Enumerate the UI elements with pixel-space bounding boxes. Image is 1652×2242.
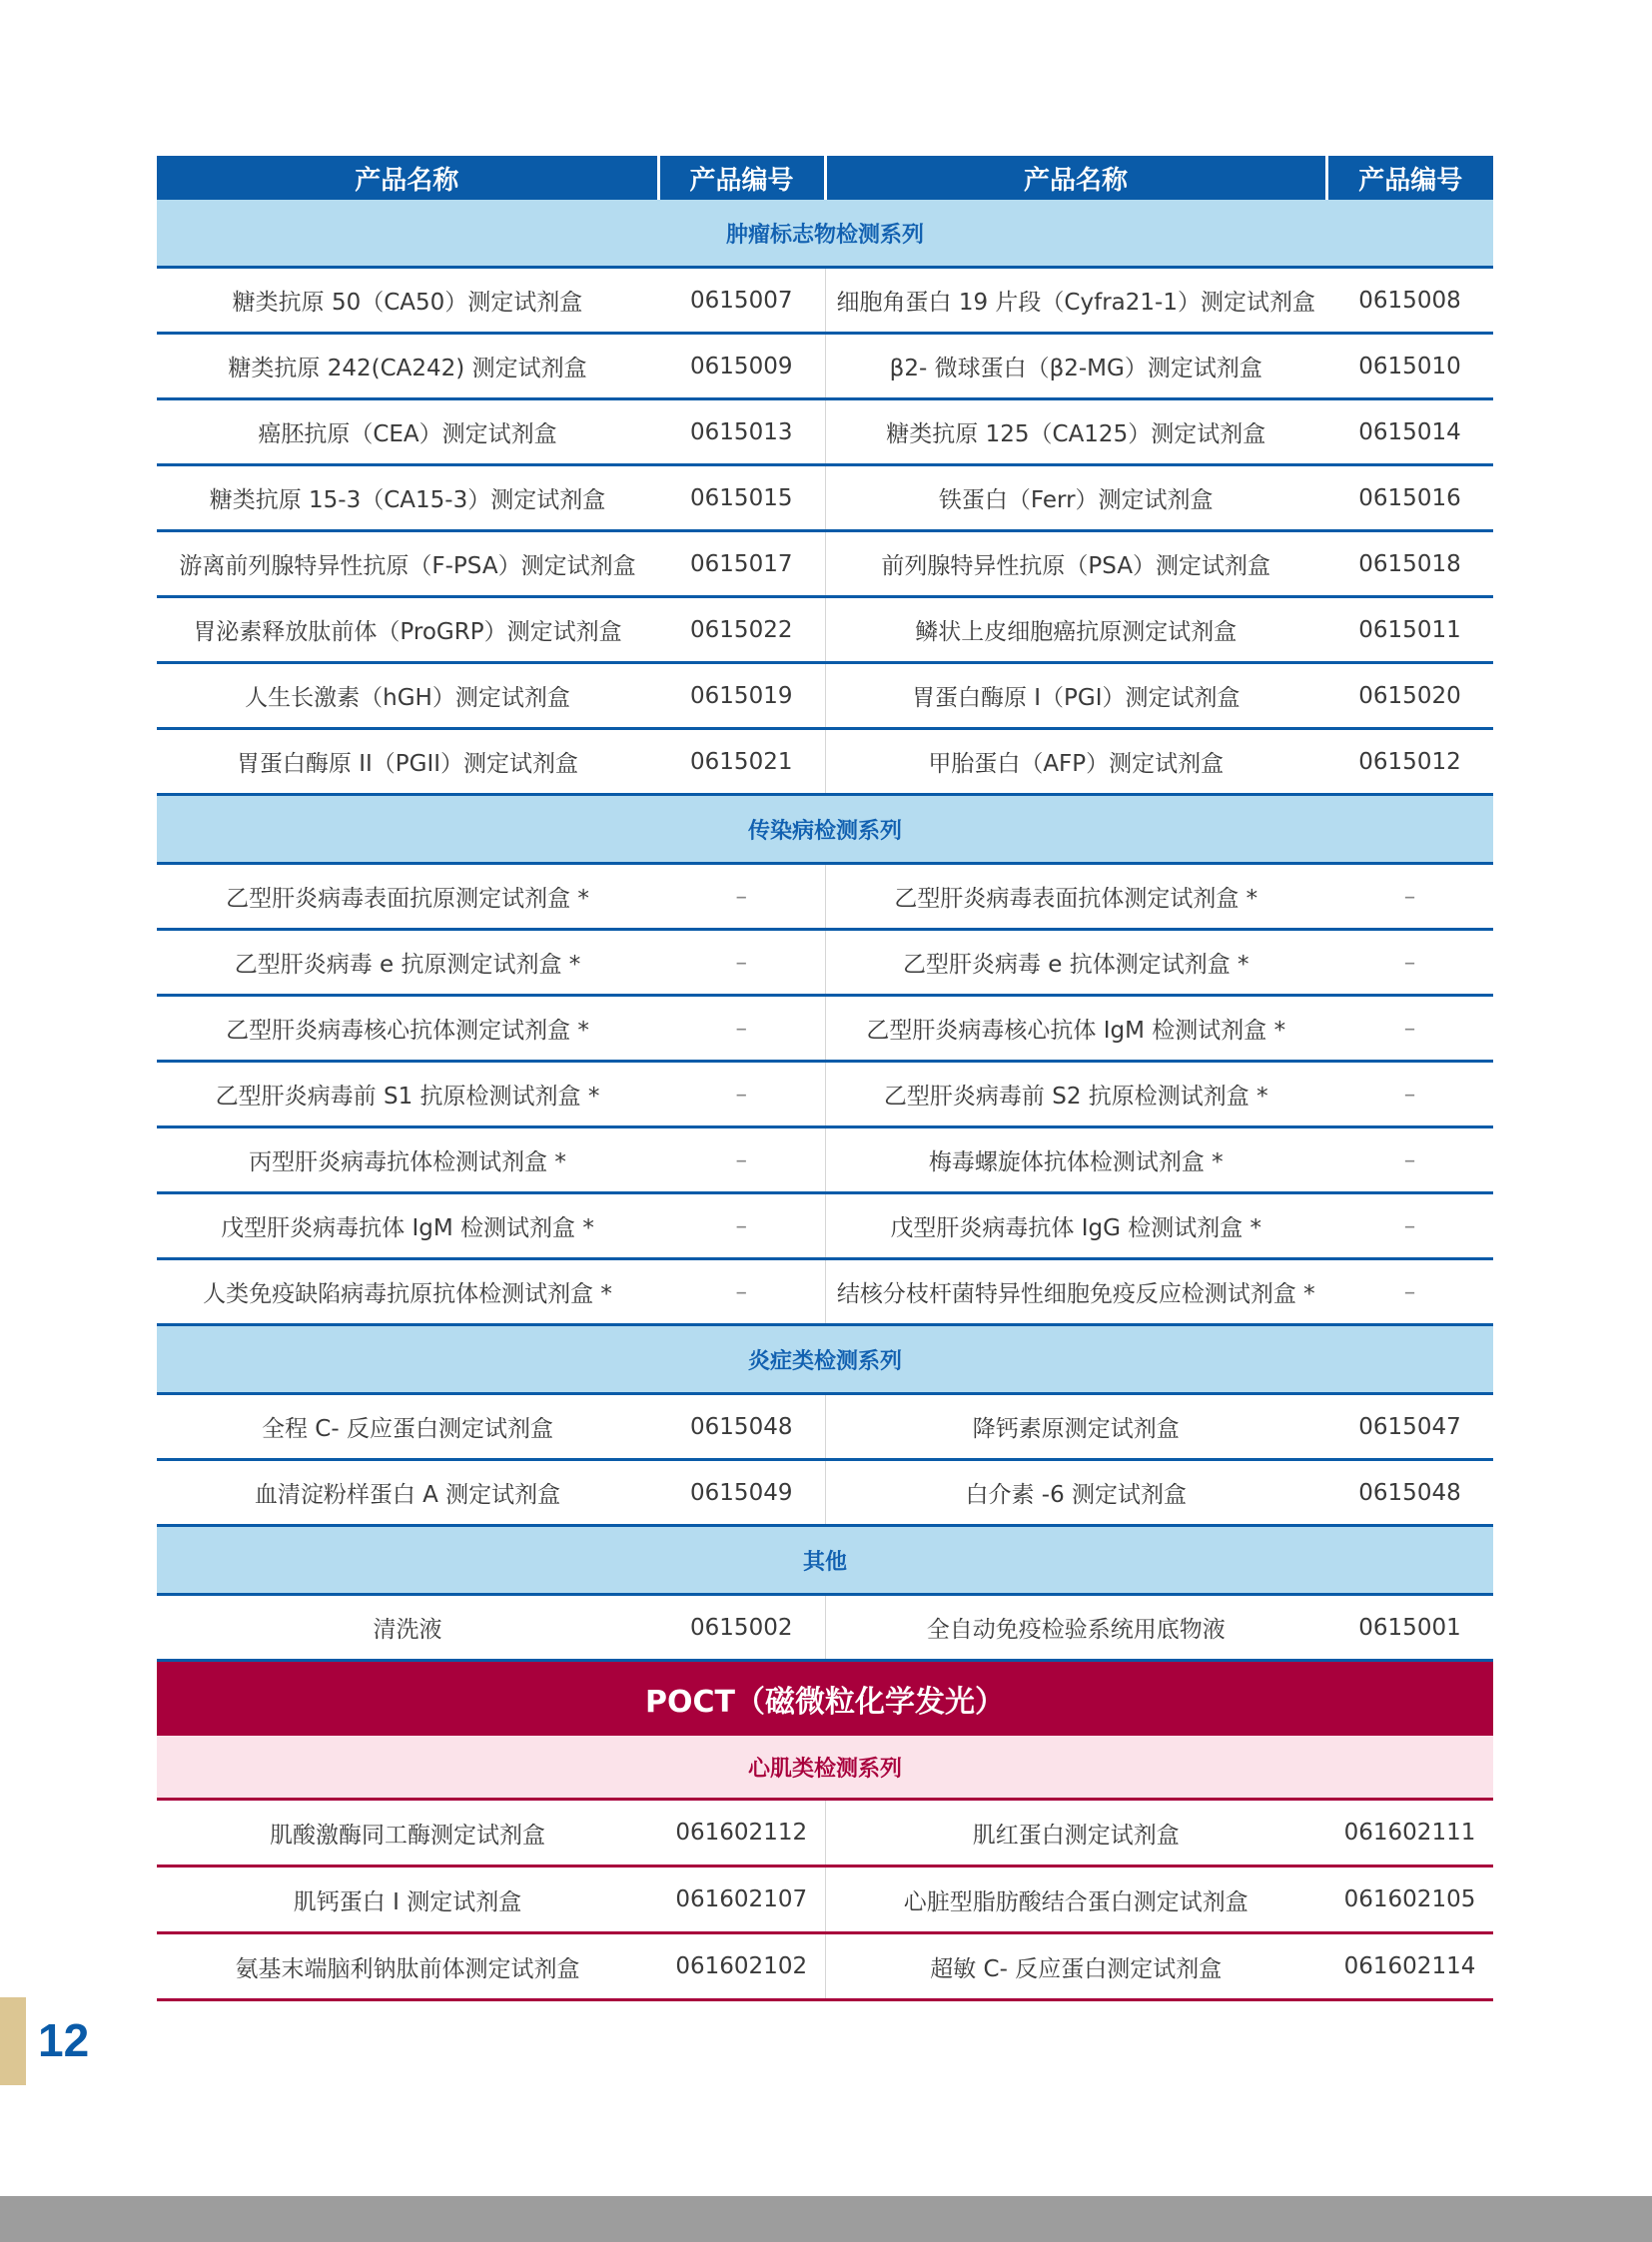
- product-code: 0615008: [1326, 268, 1493, 334]
- product-name: 乙型肝炎病毒前 S2 抗原检测试剂盒 *: [825, 1062, 1326, 1127]
- product-name: 清洗液: [157, 1595, 658, 1661]
- section-header-row: [157, 795, 1493, 864]
- page-number-tab: [0, 1997, 26, 2085]
- product-code: –: [1326, 1127, 1493, 1193]
- section-title: 炎症类检测系列: [157, 1325, 1493, 1394]
- product-code: 0615021: [658, 729, 825, 795]
- product-code: 0615049: [658, 1460, 825, 1526]
- table-row: [157, 1867, 1493, 1933]
- product-name: 糖类抗原 15-3（CA15-3）测定试剂盒: [157, 465, 658, 531]
- product-name: 超敏 C- 反应蛋白测定试剂盒: [825, 1933, 1326, 2000]
- table-row: [157, 996, 1493, 1062]
- table-row: [157, 1460, 1493, 1526]
- product-code: –: [658, 996, 825, 1062]
- table-row: [157, 729, 1493, 795]
- product-name: 细胞角蛋白 19 片段（Cyfra21-1）测定试剂盒: [825, 268, 1326, 334]
- product-code: –: [658, 930, 825, 996]
- product-code: –: [658, 1259, 825, 1325]
- table-row: [157, 399, 1493, 465]
- table-row: [157, 1193, 1493, 1259]
- product-code: 061602105: [1326, 1867, 1493, 1933]
- table-row: [157, 597, 1493, 663]
- product-code: –: [1326, 996, 1493, 1062]
- product-name: 乙型肝炎病毒表面抗原测定试剂盒 *: [157, 864, 658, 930]
- product-code: 0615017: [658, 531, 825, 597]
- product-name: 人生长激素（hGH）测定试剂盒: [157, 663, 658, 729]
- product-name: 甲胎蛋白（AFP）测定试剂盒: [825, 729, 1326, 795]
- product-code: –: [1326, 1259, 1493, 1325]
- product-name: 丙型肝炎病毒抗体检测试剂盒 *: [157, 1127, 658, 1193]
- product-code: 061602102: [658, 1933, 825, 2000]
- product-name: 肌钙蛋白 I 测定试剂盒: [157, 1867, 658, 1933]
- product-code: –: [658, 864, 825, 930]
- product-name: 戊型肝炎病毒抗体 IgM 检测试剂盒 *: [157, 1193, 658, 1259]
- table-row: [157, 531, 1493, 597]
- product-code: 0615012: [1326, 729, 1493, 795]
- product-code: 0615001: [1326, 1595, 1493, 1661]
- product-table: [157, 156, 1493, 2001]
- section-title: 传染病检测系列: [157, 795, 1493, 864]
- product-name: 全程 C- 反应蛋白测定试剂盒: [157, 1394, 658, 1460]
- product-code: –: [658, 1062, 825, 1127]
- table-row: [157, 930, 1493, 996]
- product-name: 全自动免疫检验系统用底物液: [825, 1595, 1326, 1661]
- product-code: –: [1326, 930, 1493, 996]
- product-name: 铁蛋白（Ferr）测定试剂盒: [825, 465, 1326, 531]
- product-code: 0615020: [1326, 663, 1493, 729]
- product-code: 0615010: [1326, 334, 1493, 399]
- section-header-row: [157, 200, 1493, 268]
- product-name: 心脏型脂肪酸结合蛋白测定试剂盒: [825, 1867, 1326, 1933]
- product-code: –: [1326, 1193, 1493, 1259]
- product-code: 0615047: [1326, 1394, 1493, 1460]
- footer-bar: [0, 2196, 1652, 2242]
- product-code: 0615007: [658, 268, 825, 334]
- product-name: 乙型肝炎病毒 e 抗原测定试剂盒 *: [157, 930, 658, 996]
- product-name: 人类免疫缺陷病毒抗原抗体检测试剂盒 *: [157, 1259, 658, 1325]
- product-name: 胃蛋白酶原 II（PGII）测定试剂盒: [157, 729, 658, 795]
- table-row: [157, 268, 1493, 334]
- table-row: [157, 864, 1493, 930]
- table-row: [157, 1259, 1493, 1325]
- product-code: 0615019: [658, 663, 825, 729]
- product-table-body: [157, 156, 1493, 2000]
- product-name: 白介素 -6 测定试剂盒: [825, 1460, 1326, 1526]
- product-code: 0615002: [658, 1595, 825, 1661]
- product-code: 0615022: [658, 597, 825, 663]
- product-name: 乙型肝炎病毒核心抗体测定试剂盒 *: [157, 996, 658, 1062]
- product-name: β2- 微球蛋白（β2-MG）测定试剂盒: [825, 334, 1326, 399]
- page-number: 12: [38, 2014, 90, 2066]
- product-name: 肌红蛋白测定试剂盒: [825, 1800, 1326, 1867]
- product-name: 结核分枝杆菌特异性细胞免疫反应检测试剂盒 *: [825, 1259, 1326, 1325]
- product-code: –: [658, 1193, 825, 1259]
- product-name: 降钙素原测定试剂盒: [825, 1394, 1326, 1460]
- product-name: 乙型肝炎病毒 e 抗体测定试剂盒 *: [825, 930, 1326, 996]
- product-code: 061602114: [1326, 1933, 1493, 2000]
- product-code: 0615009: [658, 334, 825, 399]
- product-code: 061602112: [658, 1800, 825, 1867]
- table-row: [157, 1062, 1493, 1127]
- header-product-name: 产品名称: [157, 156, 658, 200]
- product-code: –: [1326, 864, 1493, 930]
- product-code: 0615014: [1326, 399, 1493, 465]
- header-product-name: 产品名称: [825, 156, 1326, 200]
- section-title: 心肌类检测系列: [157, 1736, 1493, 1800]
- product-name: 戊型肝炎病毒抗体 IgG 检测试剂盒 *: [825, 1193, 1326, 1259]
- product-name: 鳞状上皮细胞癌抗原测定试剂盒: [825, 597, 1326, 663]
- product-code: 0615048: [658, 1394, 825, 1460]
- product-name: 胃泌素释放肽前体（ProGRP）测定试剂盒: [157, 597, 658, 663]
- table-header-row: [157, 156, 1493, 200]
- table-row: [157, 1394, 1493, 1460]
- section-title: 其他: [157, 1526, 1493, 1595]
- product-name: 胃蛋白酶原 I（PGI）测定试剂盒: [825, 663, 1326, 729]
- table-row: [157, 1933, 1493, 2000]
- product-code: 0615048: [1326, 1460, 1493, 1526]
- product-code: –: [658, 1127, 825, 1193]
- header-product-code: 产品编号: [658, 156, 825, 200]
- product-code: 061602107: [658, 1867, 825, 1933]
- poct-title-row: [157, 1661, 1493, 1737]
- poct-section-header-row: [157, 1736, 1493, 1800]
- table-row: [157, 334, 1493, 399]
- header-product-code: 产品编号: [1326, 156, 1493, 200]
- product-name: 糖类抗原 50（CA50）测定试剂盒: [157, 268, 658, 334]
- product-code: 0615015: [658, 465, 825, 531]
- product-code: –: [1326, 1062, 1493, 1127]
- table-row: [157, 663, 1493, 729]
- product-code: 0615018: [1326, 531, 1493, 597]
- table-row: [157, 1800, 1493, 1867]
- product-code: 0615011: [1326, 597, 1493, 663]
- product-name: 血清淀粉样蛋白 A 测定试剂盒: [157, 1460, 658, 1526]
- product-name: 糖类抗原 242(CA242) 测定试剂盒: [157, 334, 658, 399]
- product-name: 糖类抗原 125（CA125）测定试剂盒: [825, 399, 1326, 465]
- section-title: 肿瘤标志物检测系列: [157, 200, 1493, 268]
- table-row: [157, 1127, 1493, 1193]
- table-row: [157, 1595, 1493, 1661]
- product-name: 前列腺特异性抗原（PSA）测定试剂盒: [825, 531, 1326, 597]
- product-code: 061602111: [1326, 1800, 1493, 1867]
- product-name: 乙型肝炎病毒核心抗体 IgM 检测试剂盒 *: [825, 996, 1326, 1062]
- section-header-row: [157, 1526, 1493, 1595]
- section-header-row: [157, 1325, 1493, 1394]
- product-code: 0615016: [1326, 465, 1493, 531]
- product-name: 氨基末端脑利钠肽前体测定试剂盒: [157, 1933, 658, 2000]
- product-name: 梅毒螺旋体抗体检测试剂盒 *: [825, 1127, 1326, 1193]
- product-name: 癌胚抗原（CEA）测定试剂盒: [157, 399, 658, 465]
- product-code: 0615013: [658, 399, 825, 465]
- section-title: POCT（磁微粒化学发光）: [157, 1661, 1493, 1737]
- table-row: [157, 465, 1493, 531]
- product-name: 乙型肝炎病毒前 S1 抗原检测试剂盒 *: [157, 1062, 658, 1127]
- product-name: 乙型肝炎病毒表面抗体测定试剂盒 *: [825, 864, 1326, 930]
- product-name: 游离前列腺特异性抗原（F-PSA）测定试剂盒: [157, 531, 658, 597]
- product-name: 肌酸激酶同工酶测定试剂盒: [157, 1800, 658, 1867]
